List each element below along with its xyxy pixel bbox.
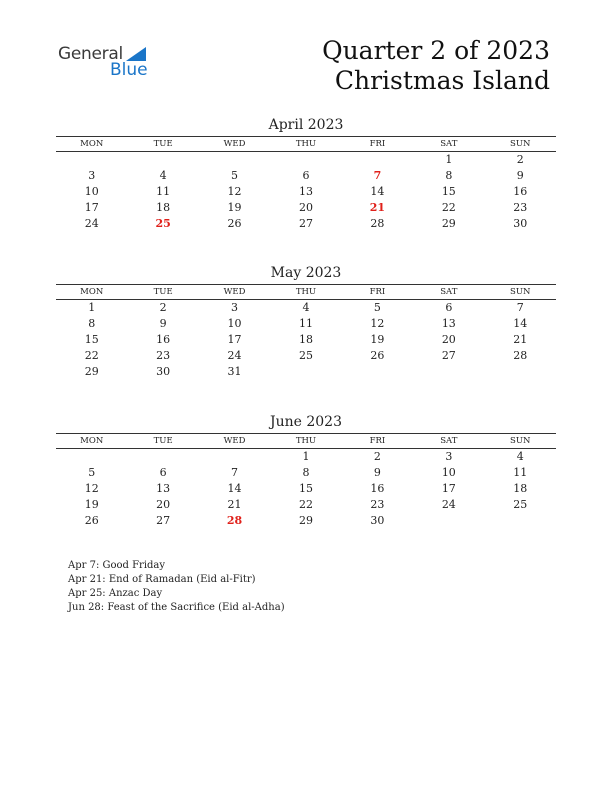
weekday-label: SAT [440,436,458,446]
week-row [56,168,556,184]
weekday-label: FRI [369,287,386,297]
day-cell [485,364,556,380]
day-cell: 11 [298,317,313,330]
day-cell [56,449,127,465]
day-cell: 26 [227,217,242,230]
weekday-label: SAT [440,287,458,297]
day-cell: 17 [227,333,242,346]
day-cell: 26 [84,514,99,527]
day-cell: 24 [227,349,242,362]
day-cell: 14 [513,317,528,330]
day-cell: 10 [441,466,456,479]
day-cell: 28 [370,217,385,230]
day-cell: 13 [156,482,171,495]
day-cell: 1 [302,450,310,463]
day-cell: 29 [84,365,99,378]
week-row [56,200,556,216]
weekday-label: SUN [510,139,531,149]
day-cell: 3 [88,169,96,182]
day-cell: 17 [441,482,456,495]
day-cell: 15 [441,185,456,198]
day-cell: 22 [441,201,456,214]
weekday-label: THU [295,436,317,446]
weekday-header [56,284,556,300]
day-cell: 30 [513,217,528,230]
week-row [56,300,556,316]
day-cell: 5 [88,466,96,479]
day-cell: 5 [231,169,239,182]
day-cell [199,152,270,168]
day-cell: 20 [156,498,171,511]
day-cell: 27 [298,217,313,230]
day-cell [342,152,413,168]
day-cell: 31 [227,365,242,378]
weekday-label: TUE [153,287,173,297]
day-cell [56,152,127,168]
day-cell: 23 [156,349,171,362]
page-title [322,36,550,96]
day-cell: 20 [441,333,456,346]
holiday-note: Apr 7: Good Friday [68,560,166,571]
day-cell: 25 [513,498,528,511]
day-cell: 7 [516,301,524,314]
day-cell: 11 [156,185,171,198]
weekday-label: SAT [440,139,458,149]
day-cell: 19 [84,498,99,511]
day-cell: 5 [373,301,381,314]
day-cell: 11 [513,466,528,479]
title-quarter: Quarter 2 of 2023 [322,36,550,65]
day-cell: 18 [298,333,313,346]
day-cell: 23 [513,201,528,214]
day-cell: 15 [84,333,99,346]
week-row [56,364,556,380]
day-cell: 1 [445,153,453,166]
day-cell: 22 [84,349,99,362]
day-cell: 9 [373,466,381,479]
generalblue-logo [58,44,158,84]
weekday-label: WED [223,139,246,149]
day-cell: 16 [156,333,171,346]
day-cell: 17 [84,201,99,214]
day-cell: 18 [513,482,528,495]
day-cell [485,513,556,529]
day-cell: 19 [370,333,385,346]
logo-general-text: General [58,44,123,64]
day-cell: 21 [227,498,242,511]
day-cell: 23 [370,498,385,511]
logo-blue-text: Blue [110,60,148,80]
day-cell: 3 [231,301,239,314]
calendar-june [56,413,556,529]
month-title: April 2023 [268,117,344,133]
day-cell: 10 [227,317,242,330]
day-cell [413,364,484,380]
week-row [56,497,556,513]
day-cell: 24 [84,217,99,230]
weekday-label: MON [80,436,104,446]
week-row [56,332,556,348]
week-row [56,216,556,232]
day-cell: 8 [445,169,453,182]
day-cell: 26 [370,349,385,362]
week-row [56,184,556,200]
weekday-header [56,433,556,449]
day-cell: 27 [156,514,171,527]
day-cell: 16 [370,482,385,495]
day-cell: 10 [84,185,99,198]
day-cell: 9 [516,169,524,182]
holiday-note: Apr 21: End of Ramadan (Eid al-Fitr) [68,574,256,585]
day-cell: 2 [373,450,381,463]
holiday-note: Jun 28: Feast of the Sacrifice (Eid al-Adha) [68,602,285,613]
holiday-note: Apr 25: Anzac Day [68,588,163,599]
weekday-label: MON [80,287,104,297]
day-cell: 16 [513,185,528,198]
week-row [56,513,556,529]
holiday-day-cell: 7 [373,169,382,182]
day-cell: 12 [370,317,385,330]
day-cell: 30 [370,514,385,527]
day-cell [127,449,198,465]
day-cell: 4 [516,450,524,463]
title-country: Christmas Island [334,66,550,95]
day-cell [413,513,484,529]
day-cell: 12 [84,482,99,495]
holiday-day-cell: 25 [155,217,171,230]
day-cell: 29 [298,514,313,527]
weekday-label: SUN [510,287,531,297]
day-cell: 1 [88,301,96,314]
week-row [56,481,556,497]
weekday-label: WED [223,436,246,446]
weekday-label: TUE [153,436,173,446]
day-cell: 6 [445,301,453,314]
day-cell: 25 [298,349,313,362]
day-cell: 6 [159,466,167,479]
day-cell: 3 [445,450,453,463]
day-cell: 9 [159,317,167,330]
holiday-day-cell: 28 [226,514,243,527]
day-cell: 12 [227,185,242,198]
week-row [56,449,556,465]
day-cell: 22 [298,498,313,511]
weekday-label: THU [295,287,317,297]
day-cell [270,152,341,168]
day-cell: 29 [441,217,456,230]
weekday-label: THU [295,139,317,149]
week-row [56,316,556,332]
day-cell: 21 [513,333,528,346]
week-row [56,348,556,364]
day-cell: 8 [88,317,96,330]
calendar-april [56,116,556,232]
day-cell: 15 [298,482,313,495]
month-title: June 2023 [269,414,342,430]
logo-flag-icon [126,47,146,61]
day-cell: 7 [231,466,239,479]
day-cell [199,449,270,465]
weekday-label: FRI [369,436,386,446]
weekday-header [56,136,556,152]
day-cell: 20 [298,201,313,214]
day-cell: 13 [298,185,313,198]
day-cell: 2 [159,301,167,314]
day-cell: 6 [302,169,310,182]
weekday-label: WED [223,287,246,297]
month-title: May 2023 [270,265,342,281]
day-cell: 8 [302,466,310,479]
day-cell [127,152,198,168]
weekday-label: FRI [369,139,386,149]
day-cell [342,364,413,380]
day-cell: 13 [441,317,456,330]
weekday-label: MON [80,139,104,149]
day-cell: 28 [513,349,528,362]
holiday-notes [68,559,285,615]
day-cell: 18 [156,201,171,214]
day-cell: 14 [370,185,385,198]
day-cell: 14 [227,482,242,495]
week-row [56,152,556,168]
weekday-label: TUE [153,139,173,149]
day-cell: 30 [156,365,171,378]
day-cell: 24 [441,498,456,511]
holiday-day-cell: 21 [369,201,386,214]
weekday-label: SUN [510,436,531,446]
week-row [56,465,556,481]
day-cell: 27 [441,349,456,362]
day-cell: 2 [516,153,524,166]
day-cell [270,364,341,380]
calendar-may [56,264,556,380]
day-cell: 4 [159,169,167,182]
day-cell: 4 [302,301,310,314]
day-cell: 19 [227,201,242,214]
